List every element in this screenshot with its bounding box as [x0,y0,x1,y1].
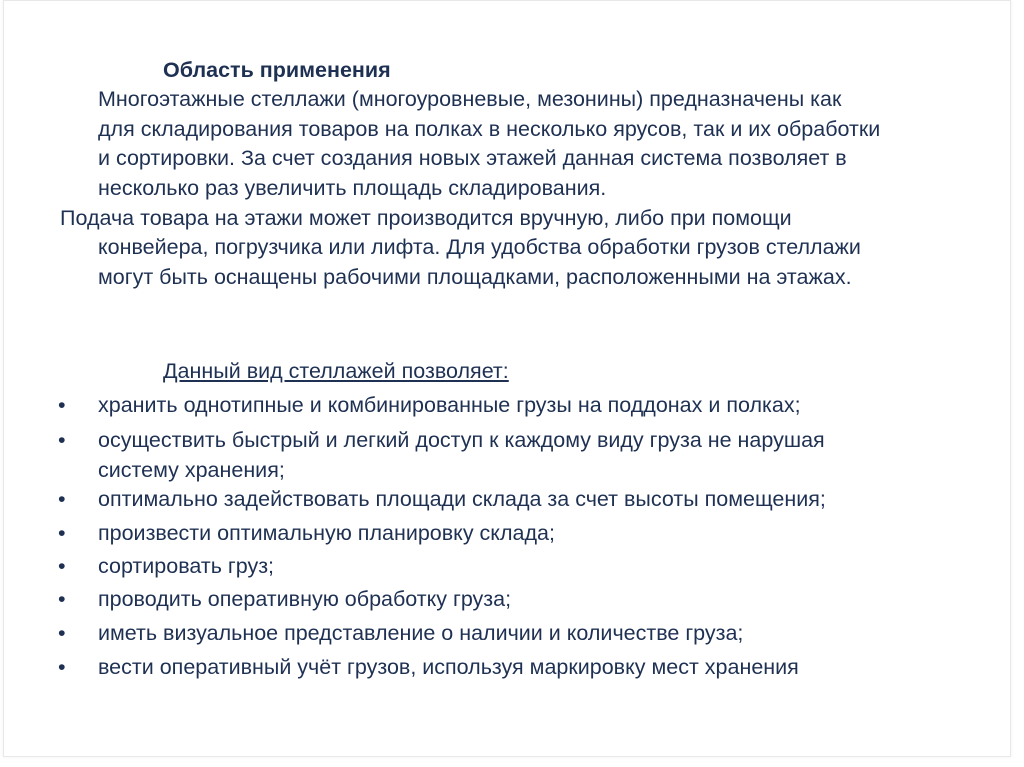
bullet-dot-icon: • [58,521,66,545]
bullet-dot-icon: • [58,554,66,578]
bullet-dot-icon: • [58,487,66,511]
paragraph-application [98,85,880,203]
paragraph-line: и сортировки. За счет создания новых этажей данная система позволяет в [98,146,847,170]
bullet-text: проводить оперативную обработку груза; [98,587,512,611]
bullet-text: оптимально задействовать площади склада за счет высоты помещения; [98,487,826,511]
bullet-text [98,426,825,485]
paragraph-delivery-first-line: Подача товара на этажи может производится вручную, либо при помощи [60,206,792,230]
section-heading: Область применения [163,58,391,82]
paragraph-line: конвейера, погрузчика или лифта. Для удобства обработки грузов стеллажи [98,235,861,259]
paragraph-delivery [98,233,861,292]
bullet-text: иметь визуальное представление о наличии и количестве груза; [98,621,744,645]
bullet-text: вести оперативный учёт грузов, используя маркировку мест хранения [98,655,799,679]
bullet-text: хранить однотипные и комбинированные грузы на поддонах и полках; [98,393,801,417]
bullet-dot-icon: • [58,428,66,452]
paragraph-line: могут быть оснащены рабочими площадками, расположенными на этажах. [98,264,852,289]
bullet-text-line: осуществить быстрый и легкий доступ к каждому виду груза не нарушая [98,428,825,452]
paragraph-line: несколько раз увеличить площадь складирования. [98,175,607,200]
bullet-text-line: систему хранения; [98,457,285,482]
list-intro: Данный вид стеллажей позволяет: [163,359,509,383]
bullet-dot-icon: • [58,621,66,645]
paragraph-line: для складирования товаров на полках в несколько ярусов, так и их обработки [98,116,881,141]
bullet-dot-icon: • [58,587,66,611]
bullet-text: произвести оптимальную планировку склада; [98,521,555,545]
bullet-dot-icon: • [58,655,66,679]
bullet-text: сортировать груз; [98,554,275,578]
paragraph-line: Многоэтажные стеллажи (многоуровневые, мезонины) предназначены как [98,87,842,111]
bullet-dot-icon: • [58,393,66,417]
